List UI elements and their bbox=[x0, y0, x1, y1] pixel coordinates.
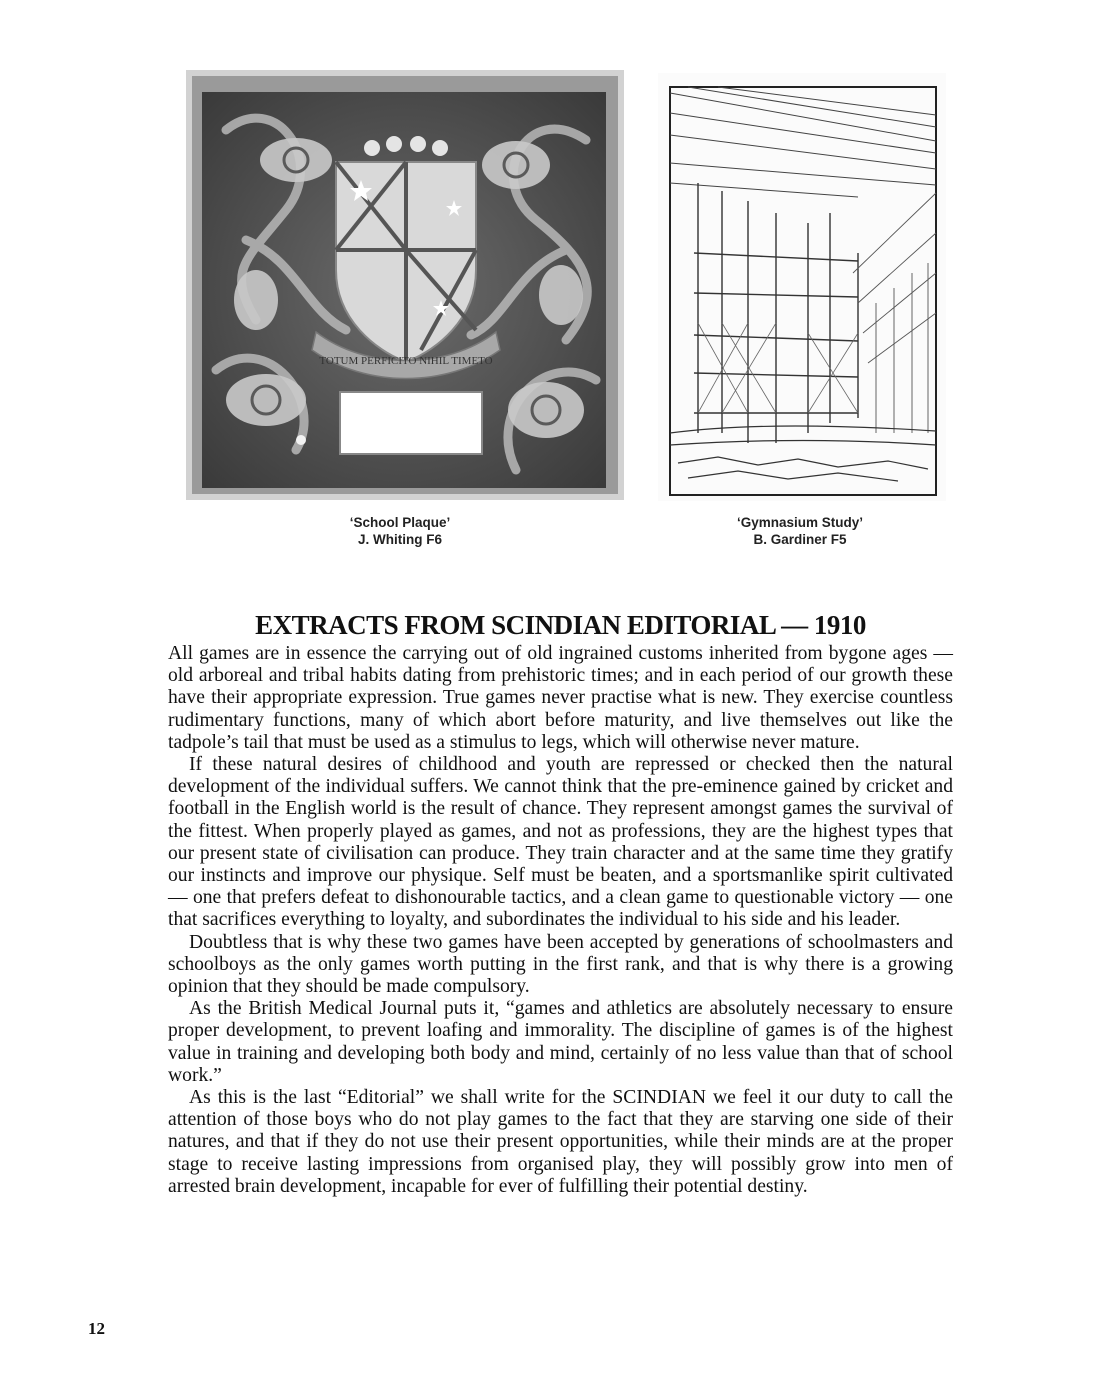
school-plaque-photo bbox=[186, 70, 624, 500]
article-paragraph: If these natural desires of childhood and youth are repressed or checked then the natural development of the individual suffers. We cannot think that the pre-eminence gained by cricket and football in the English world is the result of chance. They represent amongst games the survival of the fittest. When properly played as games, and not as professions, they are the highest types that our present state of civilisation can produce. They train character and at the same time they gratify our instincts and improve our physique. Self must be beaten, and a sportsmanlike spirit cultivated — one that prefers defeat to dishonourable tactics, and a clean game to questionable victory — one that sacrifices everything to loyalty, and subordinates the individual to his side and his leader. bbox=[168, 754, 953, 931]
gymnasium-caption-title: ‘Gymnasium Study’ bbox=[736, 515, 864, 530]
plaque-motto: TOTUM PERFICITO NIHIL TIMETO bbox=[319, 355, 493, 367]
gymnasium-caption-author: B. Gardiner F5 bbox=[753, 532, 847, 547]
article-paragraph: As this is the last “Editorial” we shall write for the SCINDIAN we feel it our duty to call the attention of those boys who do not play games to the fact that they are starving one side of their natures, and that if they do not use their present opportunities, while their minds are at the proper stage to receive lasting impressions from organised play, they will possibly grow into men of arrested brain development, incapable for ever of fulfilling their potential destiny. bbox=[168, 1087, 953, 1197]
article-paragraph: Doubtless that is why these two games have been accepted by generations of schoolmasters and schoolboys as the only games worth putting in the first rank, and that is why there is a growing opinion that they should be made compulsory. bbox=[168, 931, 953, 998]
gymnasium-study-sketch bbox=[658, 73, 946, 501]
gymnasium-caption bbox=[700, 514, 900, 548]
article-body bbox=[168, 643, 953, 1198]
plaque-caption-title: ‘School Plaque’ bbox=[349, 515, 451, 530]
article-heading: EXTRACTS FROM SCINDIAN EDITORIAL — 1910 bbox=[255, 610, 866, 641]
school-plaque-image bbox=[186, 70, 624, 500]
article-paragraph: All games are in essence the carrying out of old ingrained customs inherited from bygone ages — old arboreal and tribal habits dating from prehistoric times; and in each period of our growth these have their appropriate expression. True games never practise what is new. They exercise countless rudimentary functions, many of which abort before maturity, and live themselves out like the tadpole’s tail that must be used as a stimulus to legs, which will otherwise never mature. bbox=[168, 643, 953, 753]
plaque-caption-author: J. Whiting F6 bbox=[358, 532, 442, 547]
plaque-caption bbox=[300, 514, 500, 548]
article-paragraph: As the British Medical Journal puts it, “games and athletics are absolutely necessary to ensure proper development, to prevent loafing and immorality. The discipline of games is of the highest value in training and developing both body and mind, certainly of no less value than that of school work.” bbox=[168, 998, 953, 1086]
gymnasium-study-image bbox=[658, 73, 946, 501]
page-number: 12 bbox=[88, 1319, 105, 1338]
